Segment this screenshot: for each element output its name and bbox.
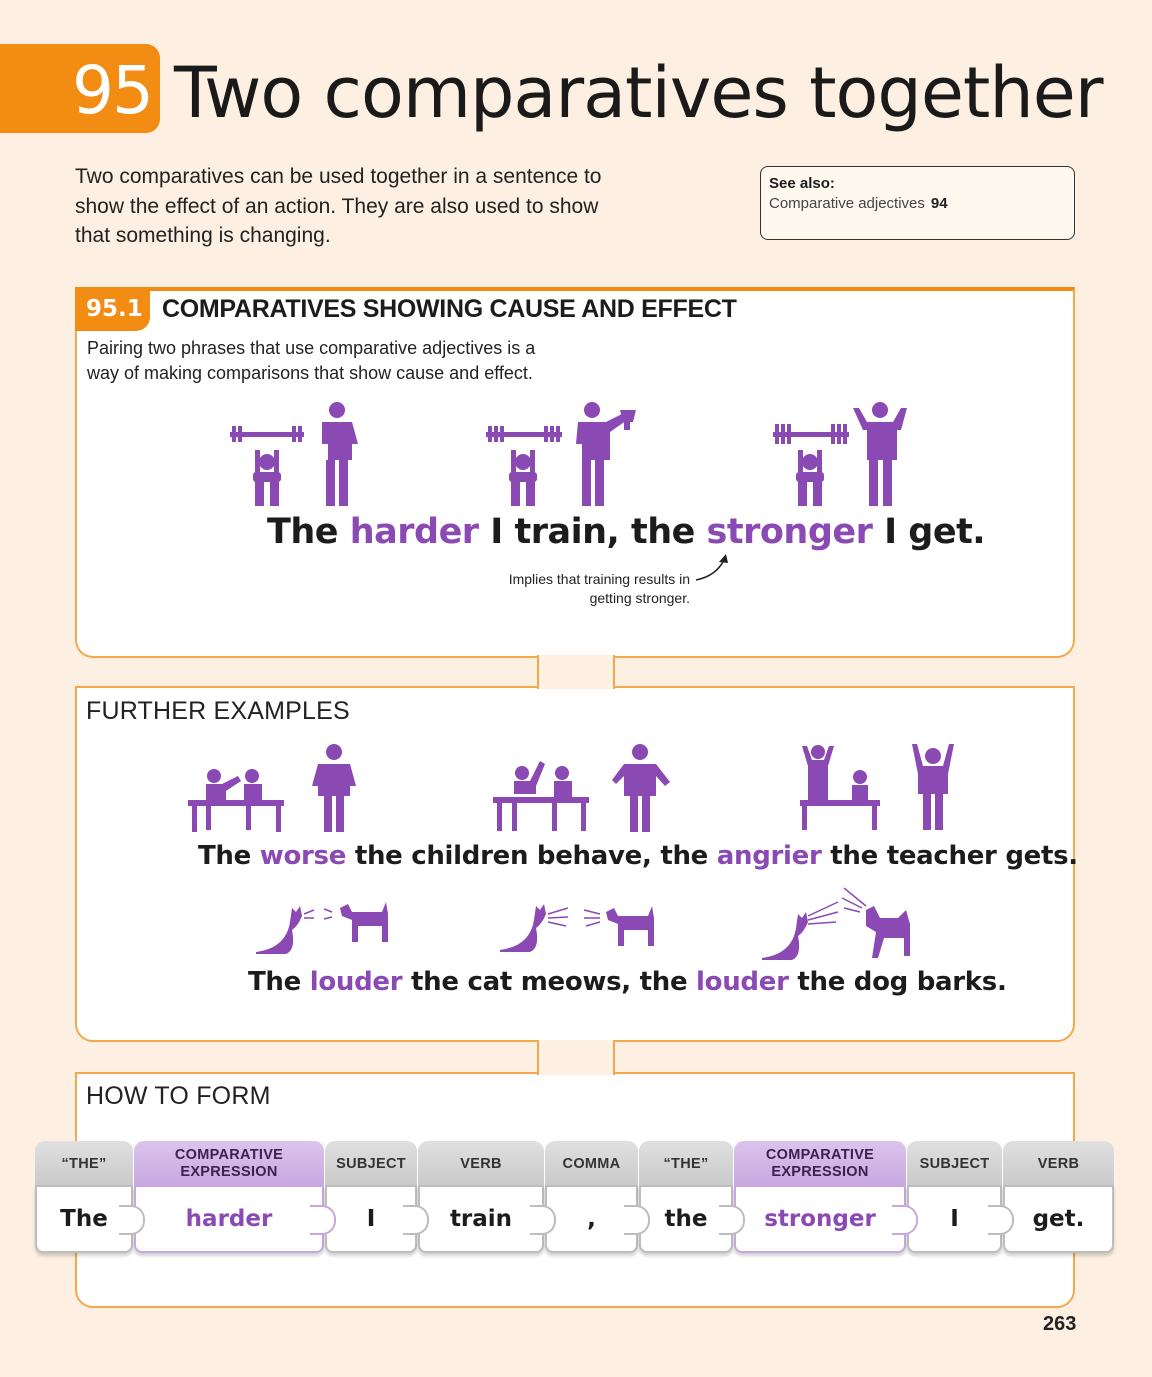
piece-label: COMMA: [545, 1141, 638, 1187]
formula-piece: [134, 1141, 324, 1253]
comparative-highlight: louder: [696, 967, 789, 997]
main-example-sentence: [267, 512, 985, 552]
piece-word: harder: [134, 1185, 324, 1253]
sentence-text: the children behave, the: [346, 841, 717, 871]
weightlifter-icon: [230, 426, 304, 506]
children-desk-icon: [188, 769, 284, 832]
example-sentence-2: [248, 967, 1007, 997]
page-number: 263: [1043, 1313, 1077, 1335]
piece-word: the: [639, 1185, 733, 1253]
angry-teacher-icon: [612, 744, 670, 832]
piece-word: The: [35, 1185, 133, 1253]
formula-piece: [325, 1141, 417, 1253]
sentence-text: the teacher gets.: [821, 841, 1078, 871]
piece-label: SUBJECT: [907, 1141, 1002, 1187]
coach-icon: [322, 402, 358, 506]
cat-icon: [256, 906, 314, 954]
see-also-item: Comparative adjectives: [769, 195, 925, 212]
weightlifter-icon: [486, 426, 562, 506]
formula-piece: [1003, 1141, 1114, 1253]
formula-piece: [418, 1141, 544, 1253]
chapter-title: Two comparatives together: [174, 52, 1103, 134]
further-examples-heading: FURTHER EXAMPLES: [86, 697, 350, 725]
how-to-form-heading: HOW TO FORM: [86, 1082, 271, 1110]
dog-icon: [584, 906, 654, 946]
piece-word: I: [325, 1185, 417, 1253]
section-description: Pairing two phrases that use comparative adjectives is a way of making comparisons that show cause and effect.: [87, 338, 536, 383]
despairing-teacher-icon: [912, 744, 954, 830]
formula-piece: [639, 1141, 733, 1253]
puzzle-knob: [403, 1205, 429, 1235]
sentence-text: I train, the: [478, 512, 707, 552]
annotation-note: Implies that training results in getting stronger.: [508, 571, 690, 606]
comparative-highlight: louder: [309, 967, 403, 997]
sentence-text: The: [248, 967, 310, 997]
piece-word: ,: [545, 1185, 638, 1253]
see-also-heading: See also:: [769, 175, 835, 192]
piece-label: “THE”: [639, 1141, 733, 1187]
piece-word: train: [418, 1185, 544, 1253]
comparative-highlight: stronger: [706, 512, 873, 552]
annotation-arrow: [696, 560, 724, 580]
example-sentence-1: [198, 841, 1078, 871]
piece-word: I: [907, 1185, 1002, 1253]
puzzle-knob: [310, 1205, 336, 1235]
see-also-page: 94: [930, 195, 948, 212]
piece-label: VERB: [418, 1141, 544, 1187]
dog-icon: [324, 902, 388, 942]
arrow-head-icon: [719, 554, 728, 563]
teacher-icon: [312, 744, 356, 832]
sentence-text: I get.: [872, 512, 986, 552]
piece-label: “THE”: [35, 1141, 133, 1187]
cat-icon: [500, 904, 568, 952]
puzzle-knob: [119, 1205, 145, 1235]
piece-word: get.: [1003, 1185, 1114, 1253]
sentence-text: The: [267, 512, 350, 552]
piece-word: stronger: [734, 1185, 906, 1253]
cat-icon: [762, 902, 838, 960]
formula-piece: [545, 1141, 638, 1253]
comparative-highlight: harder: [349, 512, 479, 552]
coach-trophy-icon: [576, 402, 636, 506]
puzzle-knob: [624, 1205, 650, 1235]
weightlifter-icon: [773, 424, 849, 506]
piece-label: COMPARATIVE EXPRESSION: [734, 1141, 906, 1187]
section-title: COMPARATIVES SHOWING CAUSE AND EFFECT: [162, 295, 737, 323]
formula-piece: [35, 1141, 133, 1253]
sentence-text: the cat meows, the: [402, 967, 697, 997]
comparative-highlight: angrier: [716, 841, 822, 871]
section-number: 95.1: [86, 296, 143, 322]
intro-text: Two comparatives can be used together in a sentence to show the effect of an action. They are also used to show that something is changing.: [75, 165, 602, 247]
puzzle-knob: [892, 1205, 918, 1235]
formula-piece: [734, 1141, 906, 1253]
piece-label: SUBJECT: [325, 1141, 417, 1187]
piece-label: VERB: [1003, 1141, 1114, 1187]
children-desk-icon: [800, 745, 880, 830]
dog-icon: [842, 888, 910, 958]
piece-label: COMPARATIVE EXPRESSION: [134, 1141, 324, 1187]
puzzle-knob: [988, 1205, 1014, 1235]
champion-icon: [853, 402, 907, 506]
children-desk-icon: [493, 761, 589, 831]
comparative-highlight: worse: [259, 841, 347, 871]
chapter-number: 95: [72, 52, 152, 129]
sentence-text: the dog barks.: [788, 967, 1007, 997]
formula-piece: [907, 1141, 1002, 1253]
sentence-text: The: [198, 841, 260, 871]
puzzle-knob: [530, 1205, 556, 1235]
puzzle-knob: [719, 1205, 745, 1235]
